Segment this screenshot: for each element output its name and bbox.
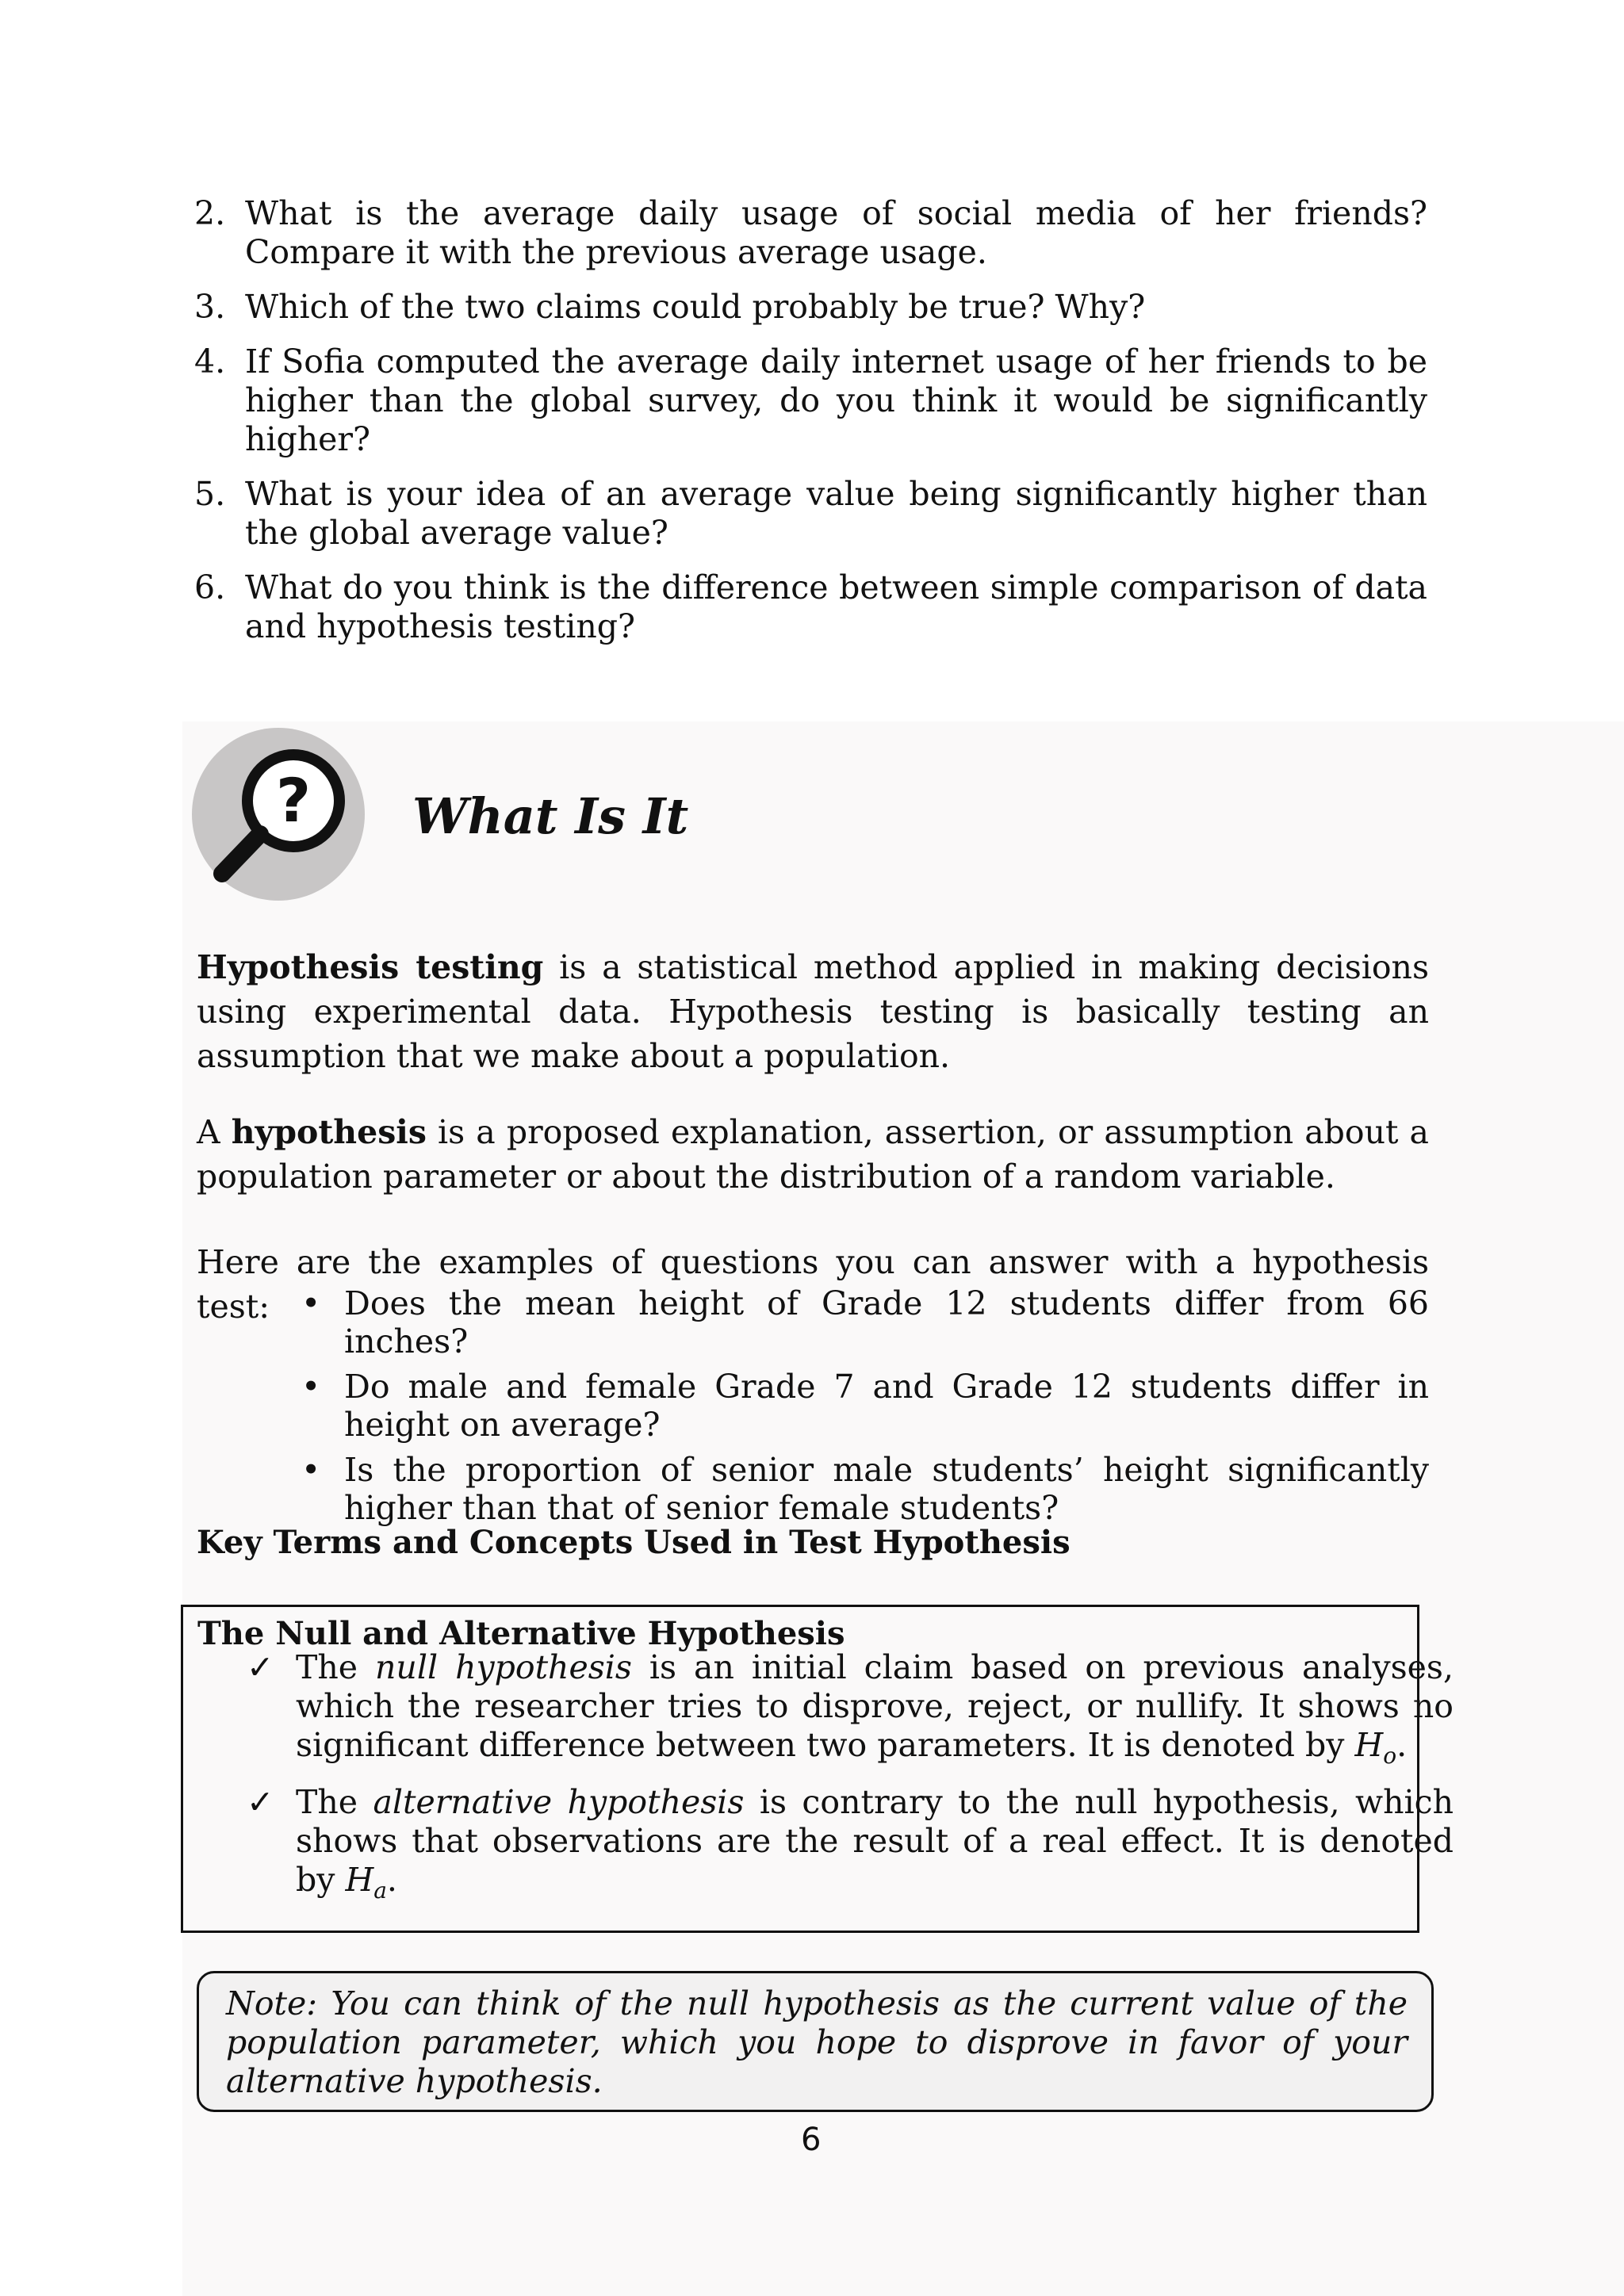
magnifier-question-icon [192,728,365,901]
question-text: What do you think is the difference between simple comparison of data and hypothesis testing? [245,568,1427,645]
item-end: . [386,1861,397,1899]
null-alternative-box [181,1605,1454,1933]
term-hypothesis: hypothesis [231,1113,427,1151]
symbol-subscript: a [373,1877,387,1904]
question-item [194,342,1427,459]
example-text: Do male and female Grade 7 and Grade 12 students differ in height on average? [344,1368,1429,1444]
alternative-hypothesis-item [247,1783,1454,1910]
question-number: 5. [194,475,226,513]
list-item [301,1368,1429,1444]
example-text: Does the mean height of Grade 12 students differ from 66 inches? [344,1284,1429,1360]
list-item [301,1451,1429,1527]
item-text: is an initial claim based on previous analyses, which the researcher tries to disprove, reject, or nullify. It shows no significant difference between two parameters. It is denoted by [296,1648,1454,1764]
question-text: What is your idea of an average value being significantly higher than the global average value? [245,475,1427,552]
null-symbol [1354,1726,1397,1770]
question-text: If Sofia computed the average daily internet usage of her friends to be higher than the global survey, do you think it would be significantly higher? [245,342,1427,458]
definition-text: is a proposed explanation, assertion, or assumption about a population parameter or about the distribution of a random variable. [197,1113,1429,1196]
question-number: 2. [194,194,226,232]
note-text: Note: You can think of the null hypothesis as the current value of the population parameter, which you hope to disprove in favor of your alternative hypothesis. [226,1984,1408,2100]
hypothesis-testing-definition [197,945,1429,1078]
item-lead: The [296,1648,376,1686]
symbol-letter: H [1354,1726,1384,1764]
bullet-icon: • [301,1451,321,1489]
question-item [194,475,1427,553]
question-number: 3. [194,288,226,326]
box-title: The Null and Alternative Hypothesis [197,1615,845,1652]
question-item [194,194,1427,272]
key-terms-heading: Key Terms and Concepts Used in Test Hypothesis [197,1524,1071,1561]
page-number: 6 [801,2122,822,2158]
symbol-subscript: o [1383,1743,1397,1770]
alt-symbol [345,1861,387,1904]
question-text: What is the average daily usage of social media of her friends? Compare it with the previous average usage. [245,194,1427,271]
term-alternative-hypothesis: alternative hypothesis [373,1783,745,1821]
definition-text: is a statistical method applied in making decisions using experimental data. Hypothesis testing is basically testing an assumption that we make about a population. [197,948,1429,1075]
check-icon: ✓ [247,1783,274,1821]
item-end: . [1396,1726,1408,1764]
bullet-icon: • [301,1284,321,1322]
svg-text:?: ? [275,765,312,836]
term-hypothesis-testing: Hypothesis testing [197,948,544,986]
examples-intro: Here are the examples of questions you can answer with a hypothesis test: [197,1243,1429,1326]
item-text: is contrary to the null hypothesis, which shows that observations are the result of a real effect. It is denoted by [296,1783,1454,1899]
null-hypothesis-item [247,1648,1454,1775]
question-number: 6. [194,568,226,607]
note-box [197,1971,1434,2112]
item-lead: The [296,1783,373,1821]
bullet-icon: • [301,1368,321,1406]
magnifier-svg [192,728,365,901]
list-item [301,1284,1429,1360]
lead-text: A [197,1113,232,1151]
question-list [194,194,1427,662]
question-item [194,568,1427,646]
hypothesis-definition [197,1110,1429,1199]
check-icon: ✓ [247,1648,274,1686]
section-title: What Is It [412,787,689,845]
question-number: 4. [194,342,226,381]
question-text: Which of the two claims could probably be true? Why? [245,288,1146,326]
example-text: Is the proportion of senior male students’ height significantly higher than that of senior female students? [344,1451,1429,1527]
question-item [194,288,1427,327]
example-list [301,1284,1429,1534]
term-null-hypothesis: null hypothesis [375,1648,632,1686]
symbol-letter: H [345,1861,374,1899]
